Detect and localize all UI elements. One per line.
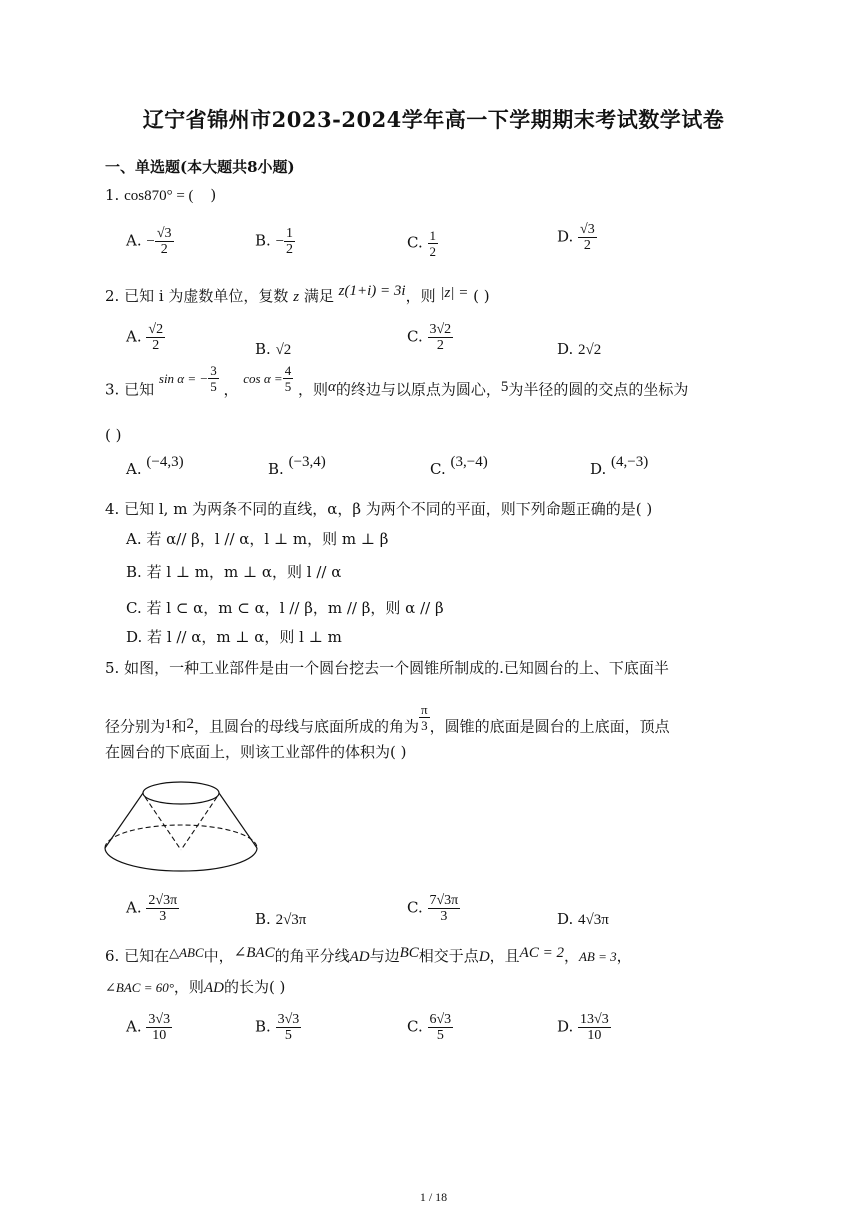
question-4-option-a: A. 若 α// β，l // α，l ⊥ m，则 m ⊥ β [126,530,389,548]
question-1-option-d: D. $\frac{√3}{2}$ [557,222,595,253]
question-3-stem: 3. 已知 sin α = − $\frac{3}{5}$ ， cos α = $\frac{4}{5}$ ，则α的终边与以原点为圆心，5为半径的圆的交点的坐标为 [105,363,689,399]
question-5-stem-line2: 径分别为1和2，且圆台的母线与底面所成的角为 $\frac{\pi}{3}$ ，圆锥的底面是圆台的上底面，顶点 [105,702,670,736]
question-6-stem-line1: 6. 已知在△ABC中，∠BAC的角平分线AD与边BC相交于点D，且AC = 2，AB = 3， [105,945,632,965]
right-generatrix [219,793,257,848]
question-2-option-b: B. √2 [255,340,292,358]
question-1-option-a: A. − $\frac{√3}{2}$ [126,226,172,257]
question-3-option-a: A. (−4,3) [126,454,184,478]
cone-edge-left [145,797,181,850]
question-5-option-b: B. 2√3π [255,910,307,928]
question-6-stem-line2: ∠BAC = 60°，则AD的长为( ) [105,978,286,996]
question-4-option-d: D. 若 l // α，m ⊥ α，则 l ⊥ m [126,628,342,646]
left-generatrix [105,793,143,848]
lower-base-back-dashed [105,825,257,848]
question-5-option-c: C. $\frac{7√3\pi}{3}$ [407,893,459,924]
question-4-option-c: C. 若 l ⊂ α，m ⊂ α，l // β，m // β，则 α // β [126,599,444,617]
question-3-option-d: D. (4,−3) [590,454,649,478]
question-6-option-a: A. $\frac{3√3}{10}$ [126,1012,171,1043]
question-2-option-a: A. $\frac{√2}{2}$ [126,322,164,353]
page-number: 1 / 18 [419,1190,448,1204]
frustum-cone-figure [100,770,265,880]
cone-edge-right [181,797,217,850]
page-title: 辽宁省锦州市2023-2024学年高一下学期期末考试数学试卷 [142,107,725,132]
question-2-stem: 2. 已知 i 为虚数单位，复数 z 满足 z(1+i) = 3i，则 |z| = ( ) [105,283,490,305]
question-5-option-d: D. 4√3π [557,910,609,928]
question-6-option-d: D. $\frac{13√3}{10}$ [557,1012,609,1043]
question-3-option-c: C. (3,−4) [430,454,488,478]
question-2-option-d: D. 2√2 [557,340,602,358]
question-4-option-b: B. 若 l ⊥ m，m ⊥ α，则 l // α [126,563,342,581]
question-4-stem: 4. 已知 l, m 为两条不同的直线，α，β 为两个不同的平面，则下列命题正确的是( ) [105,500,653,518]
question-3-option-b: B. (−3,4) [268,454,326,478]
question-2-option-c: C. $\frac{3√2}{2}$ [407,322,452,353]
question-5-stem-line1: 5. 如图，一种工业部件是由一个圆台挖去一个圆锥所制成的.已知圆台的上、下底面半 [105,659,669,677]
question-5-option-a: A. $\frac{2√3\pi}{3}$ [126,893,178,924]
section-heading: 一、单选题(本大题共8小题) [105,158,295,176]
upper-base-ellipse [143,782,219,804]
question-5-stem-line3: 在圆台的下底面上，则该工业部件的体积为( ) [105,743,407,761]
question-1-option-c: C. $\frac{1}{2}$ [407,228,436,259]
question-6-option-c: C. $\frac{6√3}{5}$ [407,1012,452,1043]
lower-base-back-mask [105,825,257,848]
question-1-stem: 1. cos870° = ( ) [105,186,217,204]
question-3-stem-cont: ( ) [105,426,122,444]
question-6-option-b: B. $\frac{3√3}{5}$ [255,1012,300,1043]
question-1-option-b: B. − $\frac{1}{2}$ [255,226,294,257]
